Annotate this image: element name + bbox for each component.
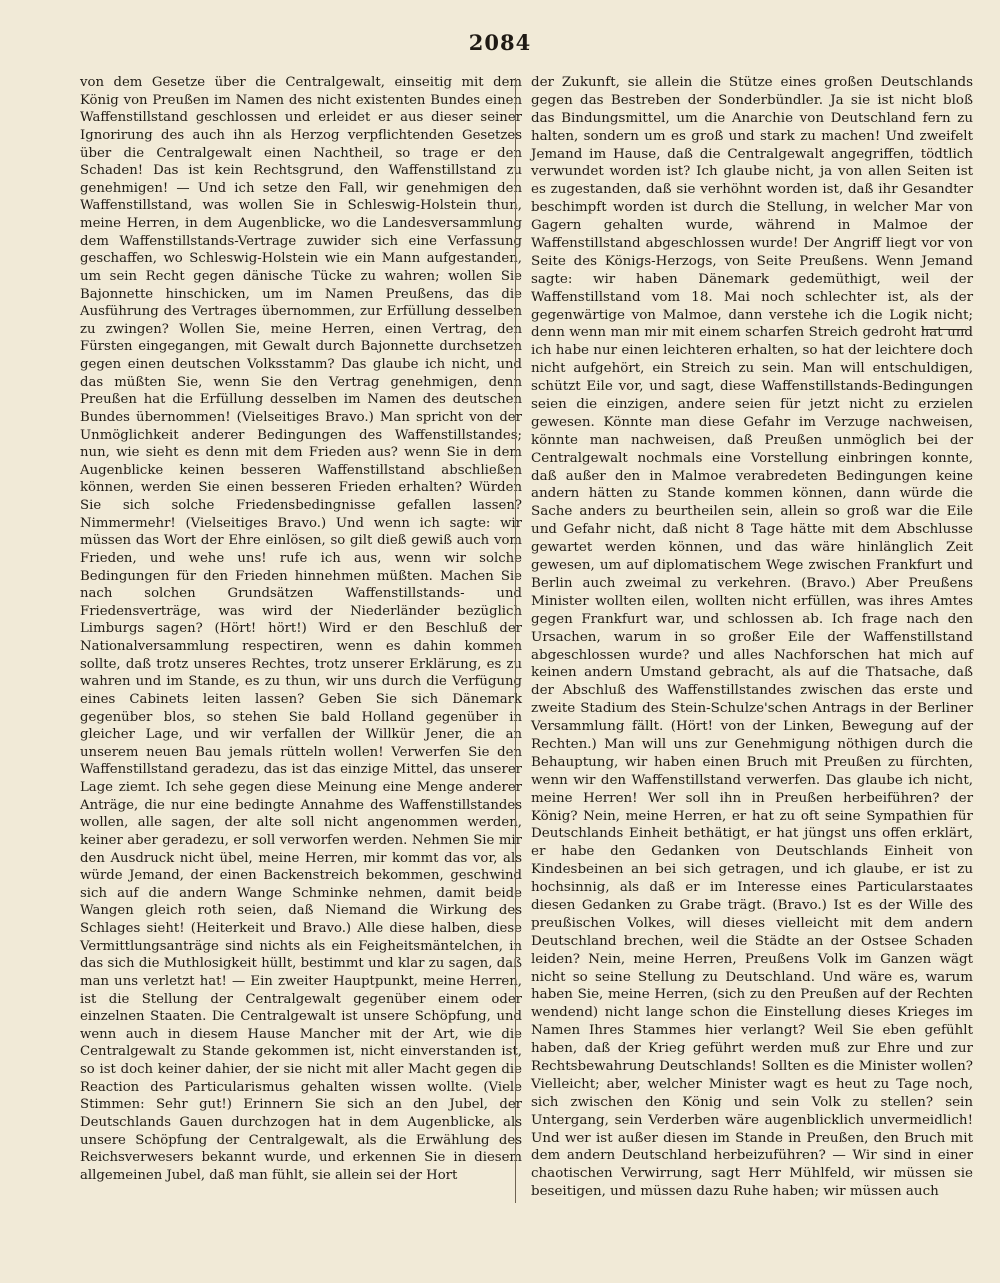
text-column-left [80, 74, 522, 1184]
text-column-right [531, 74, 973, 1201]
column-text: der Zukunft, sie allein die Stütze eines großen Deutschlands gegen das Bestreben der Sonderbündler. Ja sie ist nicht bloß das Bindungsmittel, um die Anarchie von Deutschland fern zu halten, sondern um es groß und stark zu machen! Und zweifelt Jemand im Hause, daß die Centralgewalt angegriffen, tödtlich verwundet worden ist? Ich glaube nicht, ja von allen Seiten ist es zugestanden, daß sie verhöhnt worden ist, daß ihr Gesandter beschimpft worden ist durch die Stellung, in welcher Mar von Gagern gehalten wurde, während in Malmoe der Waffenstillstand abgeschlossen wurde! Der Angriff liegt vor von Seite des Königs-Herzogs, von Seite Preußens. Wenn Jemand sagte: wir haben Dänemark gedemüthigt, weil der Waffenstillstand vom 18. Mai noch schlechter ist, als der gegenwärtige von Malmoe, dann verstehe ich die Logik nicht; denn wenn man mir mit einem scharfen Streich gedroht hat und ich habe nur einen leichteren erhalten, so hat der leichtere doch nicht aufgehört, ein Streich zu sein. Man will entschuldigen, schützt Eile vor, und sagt, diese Waffenstillstands-Bedingungen seien die einzigen, andere seien für jetzt nicht zu erzielen gewesen. Könnte man diese Gefahr im Verzuge nachweisen, könnte man nachweisen, daß Preußen unmöglich bei der Centralgewalt nochmals eine Vorstellung einbringen konnte, daß außer den in Malmoe verabredeten Bedingungen keine andern hätten zu Stande kommen können, dann würde die Sache anders zu beurtheilen sein, allein so groß war die Eile und Gefahr nicht, daß nicht 8 Tage hätte mit dem Abschlusse gewartet werden können, und das wäre hinlänglich Zeit gewesen, um auf diplomatischem Wege zwischen Frankfurt und Berlin auch zweimal zu verkehren. (Bravo.) Aber Preußens Minister wollten eilen, wollten nicht erfüllen, was ihres Amtes gegen Frankfurt war, und schlossen ab. Ich frage nach den Ursachen, warum in so großer Eile der Waffenstillstand abgeschlossen wurde? und alles Nachforschen hat mich auf keinen andern Umstand gebracht, als auf die Thatsache, daß der Abschluß des Waffenstillstandes zwischen das erste und zweite Stadium des Stein-Schulze'schen Antrags in der Berliner Versammlung fällt. (Hört! von der Linken, Bewegung auf der Rechten.) Man will uns zur Genehmigung nöthigen durch die Behauptung, wir haben einen Bruch mit Preußen zu fürchten, wenn wir den Waffenstillstand verwerfen. Das glaube ich nicht, meine Herren! Wer soll ihn in Preußen herbeiführen? der König? Nein, meine Herren, er hat zu oft seine Sympathien für Deutschlands Einheit bethätigt, er hat jüngst uns offen erklärt, er habe den Gedanken von Deutschlands Einheit von Kindesbeinen an bei sich getragen, und ich glaube, er ist zu hochsinnig, als daß er im Interesse eines Particularstaates diesen Gedanken zu Grabe trägt. (Bravo.) Ist es der Wille des preußischen Volkes, will dieses vielleicht mit dem andern Deutschland brechen, weil die Städte an der Ostsee Schaden leiden? Nein, meine Herren, Preußens Volk im Ganzen wägt nicht so seine Stellung zu Deutschland. Und wäre es, warum haben Sie, meine Herren, (sich zu den Preußen auf der Rechten wendend) nicht lange schon die Einstellung dieses Krieges im Namen Ihres Stammes hier verlangt? Weil Sie eben gefühlt haben, daß der Krieg geführt werden muß zur Ehre und zur Rechtsbewahrung Deutschlands! Sollten es die Minister wollen? Vielleicht; aber, welcher Minister wagt es heut zu Tage noch, sich zwischen den König und sein Volk zu stellen? sein Untergang, sein Verderben wäre augenblicklich unvermeidlich! Und wer ist außer diesen im Stande in Preußen, den Bruch mit dem andern Deutschland herbeizuführen? — Wir sind in einer chaotischen Verwirrung, sagt Herr Mühlfeld, wir müssen sie beseitigen, und müssen dazu Ruhe haben; wir müssen auch [531, 75, 973, 1200]
column-text: von dem Gesetze über die Centralgewalt, einseitig mit dem König von Preußen im Namen des nicht existenten Bundes einen Waffenstillstand geschlossen und erleidet er aus dieser seiner Ignorirung des auch ihn als Herzog verpflichtenden Gesetzes über die Centralgewalt einen Nachtheil, so trage er den Schaden! Das ist kein Rechtsgrund, den Waffenstillstand zu genehmigen! — Und ich setze den Fall, wir genehmigen den Waffenstillstand, was wollen Sie in Schleswig-Holstein thun, meine Herren, in dem Augenblicke, wo die Landesversammlung dem Waffenstillstands-Vertrage zuwider sich eine Verfassung geschaffen, wo Schleswig-Holstein wie ein Mann aufgestanden, um sein Recht gegen dänische Tücke zu wahren; wollen Sie Bajonnette hinschicken, um im Namen Preußens, das die Ausführung des Vertrages übernommen, zur Erfüllung desselben zu zwingen? Wollen Sie, meine Herren, einen Vertrag, den Fürsten eingegangen, mit Gewalt durch Bajonnette durchsetzen gegen einen deutschen Volksstamm? Das glaube ich nicht, und das müßten Sie, wenn Sie den Vertrag genehmigen, denn Preußen hat die Erfüllung desselben im Namen des deutschen Bundes übernommen! (Vielseitiges Bravo.) Man spricht von der Unmöglichkeit anderer Bedingungen des Waffenstillstandes; nun, wie sieht es denn mit dem Frieden aus? wenn Sie in dem Augenblicke keinen besseren Waffenstillstand abschließen können, werden Sie einen besseren Frieden erhalten? Würden Sie sich solche Friedensbedingnisse gefallen lassen? Nimmermehr! (Vielseitiges Bravo.) Und wenn ich sagte: wir müssen das Wort der Ehre einlösen, so gilt dieß gewiß auch vom Frieden, und wehe uns! rufe ich aus, wenn wir solche Bedingungen für den Frieden hinnehmen müßten. Machen Sie nach solchen Grundsätzen Waffenstillstands- und Friedensverträge, was wird der Niederländer bezüglich Limburgs sagen? (Hört! hört!) Wird er den Beschluß der Nationalversammlung respectiren, wenn es dahin kommen sollte, daß trotz unseres Rechtes, trotz unserer Erklärung, es zu wahren und im Stande, es zu thun, wir uns durch die Verfügung eines Cabinets leiten lassen? Geben Sie sich Dänemark gegenüber blos, so stehen Sie bald Holland gegenüber in gleicher Lage, und wir verfallen der Willkür Jener, die an unserem neuen Bau jemals rütteln wollen! Verwerfen Sie den Waffenstillstand geradezu, das ist das einzige Mittel, das unserer Lage ziemt. Ich sehe gegen diese Meinung eine Menge anderer Anträge, die nur eine bedingte Annahme des Waffenstillstandes wollen, alle sagen, der alte soll nicht angenommen werden, keiner aber geradezu, er soll verworfen werden. Nehmen Sie mir den Ausdruck nicht übel, meine Herren, mir kommt das vor, als würde Jemand, der einen Backenstreich bekommen, geschwind sich auf die andern Wange Schminke nehmen, damit beide Wangen gleich roth seien, daß Niemand die Wirkung des Schlages sieht! (Heiterkeit und Bravo.) Alle diese halben, diese Vermittlungsanträge sind nichts als ein Feigheitsmäntelchen, in das sich die Muthlosigkeit hüllt, bestimmt und klar zu sagen, daß man uns verletzt hat! — Ein zweiter Hauptpunkt, meine Herren, ist die Stellung der Centralgewalt gegenüber einem oder einzelnen Staaten. Die Centralgewalt ist unsere Schöpfung, und wenn auch in diesem Hause Mancher mit der Art, wie die Centralgewalt zu Stande gekommen ist, nicht einverstanden ist, so ist doch keiner dahier, der sie nicht mit aller Macht gegen die Reaction des Particularismus gehalten wissen wollte. (Viele Stimmen: Sehr gut!) Erinnern Sie sich an den Jubel, der Deutschlands Gauen durchzogen hat in dem Augenblicke, als unsere Schöpfung der Centralgewalt, als die Erwählung des Reichsverwesers bekannt wurde, und erkennen Sie in diesem allgemeinen Jubel, daß man fühlt, sie allein sei der Hort [80, 75, 522, 1183]
page-number: 2084 [468, 30, 532, 55]
margin-mark [922, 329, 966, 330]
column-divider [515, 78, 516, 1203]
